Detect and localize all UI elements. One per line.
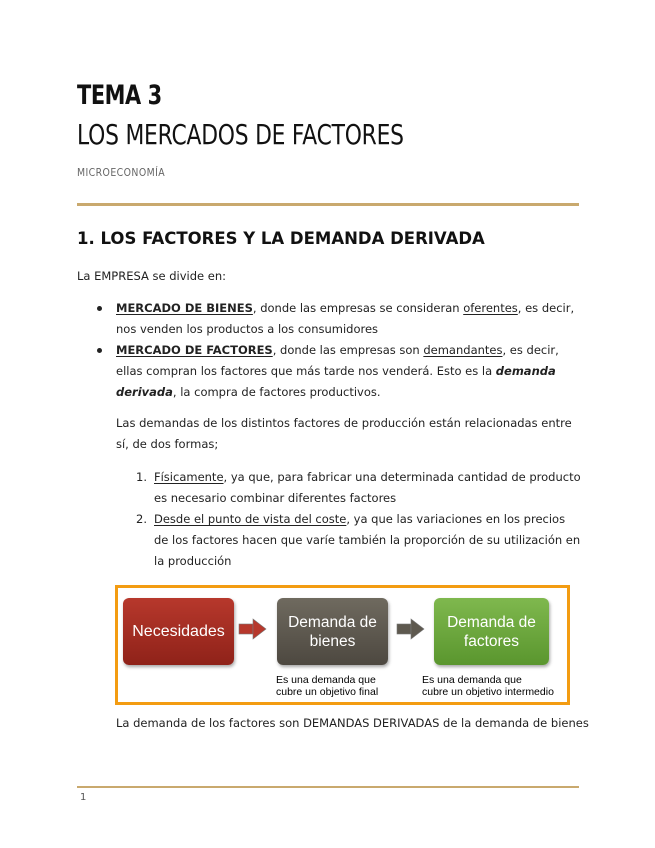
numbered-underlined: Físicamente <box>154 470 224 484</box>
needs-box <box>123 598 234 665</box>
factors-demand-label-2: factores <box>463 632 520 650</box>
bullet-text: , donde las empresas se consideran <box>252 301 464 315</box>
bullet-icon <box>97 306 102 311</box>
list-number: 2. <box>136 512 147 526</box>
bullet-text: , es decir, nos venden los productos a los consumidores <box>116 301 575 336</box>
demand-flow-diagram <box>115 585 570 705</box>
list-item <box>96 340 576 403</box>
bullet-underlined: demandantes <box>423 343 503 357</box>
needs-box-label: Necesidades <box>132 623 225 640</box>
page-number: 1 <box>80 792 87 803</box>
caption-line: Es una demanda que <box>422 674 522 686</box>
numbered-text: , ya que las variaciones en los precios de los factores hacen que varíe también la proporción de su utilización en la producción <box>154 512 581 568</box>
caption-line: Es una demanda que <box>276 674 376 686</box>
arrow-right-icon <box>396 617 426 641</box>
bullet-text: , la compra de factores productivos. <box>172 385 381 399</box>
factors-demand-label-1: Demanda de <box>447 613 536 631</box>
caption-line: cubre un objetivo final <box>276 686 379 698</box>
bullet-underlined: oferentes <box>463 301 518 315</box>
intermediate-objective-caption <box>422 674 572 698</box>
goods-demand-label-1: Demanda de <box>288 613 377 631</box>
bullet-list <box>96 298 576 403</box>
numbered-list <box>136 467 581 572</box>
header-divider <box>77 203 579 206</box>
list-item <box>136 509 581 572</box>
footer-divider <box>77 786 579 788</box>
final-objective-caption <box>276 674 394 698</box>
conclusion-paragraph: La demanda de los factores son DEMANDAS DERIVADAS de la demanda de bienes <box>116 716 589 730</box>
bullet-term: MERCADO DE BIENES <box>116 301 253 315</box>
intro-paragraph: La EMPRESA se divide en: <box>77 269 227 283</box>
factors-demand-box <box>434 598 549 665</box>
list-item <box>96 298 576 340</box>
arrow-right-icon <box>238 617 268 641</box>
goods-demand-box <box>277 598 388 665</box>
bullet-emphasis: demanda derivada <box>116 364 556 399</box>
relations-paragraph: Las demandas de los distintos factores de producción están relacionadas entre sí, de dos formas; <box>116 416 572 451</box>
section-heading: 1. LOS FACTORES Y LA DEMANDA DERIVADA <box>77 229 485 248</box>
numbered-underlined: Desde el punto de vista del coste <box>154 512 347 526</box>
document-title: LOS MERCADOS DE FACTORES <box>77 118 404 151</box>
list-item <box>136 467 581 509</box>
bullet-text: , es decir, ellas compran los factores que más tarde nos venderá. Esto es la <box>116 343 559 378</box>
subject-label: MICROECONOMÍA <box>77 166 166 179</box>
goods-demand-label-2: bienes <box>309 632 356 650</box>
numbered-text: , ya que, para fabricar una determinada cantidad de producto es necesario combinar diferentes factores <box>154 470 581 505</box>
topic-number: TEMA 3 <box>77 80 162 111</box>
list-number: 1. <box>136 470 147 484</box>
bullet-icon <box>97 348 102 353</box>
bullet-text: , donde las empresas son <box>272 343 424 357</box>
caption-line: cubre un objetivo intermedio <box>422 686 554 698</box>
bullet-term: MERCADO DE FACTORES <box>116 343 273 357</box>
